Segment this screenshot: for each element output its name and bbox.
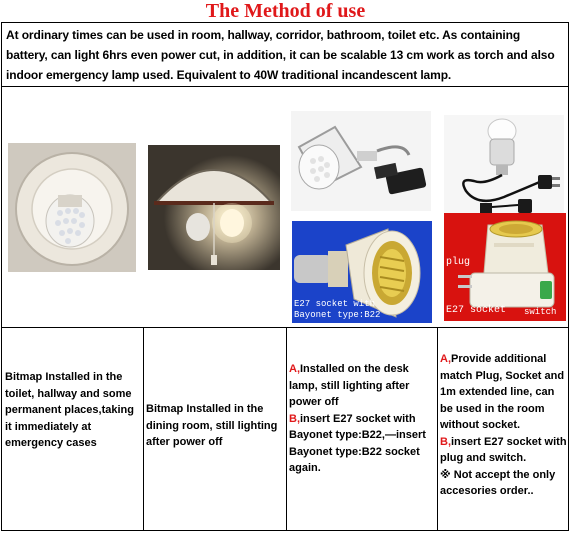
intro-text: At ordinary times can be used in room, hallway, corridor, bathroom, toilet etc. As containing battery, can light 6hrs even power cut, in addition, it can be scalable 13 cm work as torch and also indoor emergency lamp used. Equivalent to 40W traditional incandescent lamp.	[6, 28, 555, 82]
row-divider-bottom	[2, 327, 568, 328]
marker-a: A,	[289, 363, 300, 375]
photo-plug-cable	[444, 115, 564, 223]
col-divider-3	[437, 327, 438, 530]
desk-lamp-text-a: Installed on the desk lamp, still lighting after power off	[289, 363, 410, 408]
photo-ceiling-bulb	[8, 143, 136, 272]
plug-label: plug	[446, 257, 471, 268]
col-divider-1	[143, 327, 144, 530]
switch-label: switch	[524, 307, 557, 317]
bayonet-caption-line1: E27 socket with	[294, 299, 376, 309]
plug-socket-text-a: Provide additional match Plug, Socket and 1m extended line, can be used in the room without socket.	[440, 353, 565, 431]
marker-b: B,	[289, 412, 300, 425]
photo-dining-pendant	[148, 145, 280, 270]
usage-dining-room: Bitmap Installed in the dining room, still lighting after power off	[146, 403, 278, 448]
photo-plug-socket-switch	[444, 213, 566, 321]
photo-desk-lamp	[291, 111, 431, 211]
bayonet-caption-line2: Bayonet type:B22	[294, 310, 381, 320]
marker-a: A,	[440, 353, 451, 365]
photo-b22-adapter	[292, 221, 432, 323]
row-divider-top	[2, 86, 568, 87]
col-divider-2	[286, 327, 287, 530]
socket-label: E27 socket	[446, 305, 507, 316]
accessories-note: ※ Not accept the only accesories order..	[440, 468, 556, 497]
method-table	[1, 22, 569, 531]
usage-plug-socket	[440, 351, 568, 500]
usage-desk-lamp	[289, 361, 435, 477]
marker-b: B,	[440, 435, 451, 448]
desk-lamp-text-b: insert E27 socket with Bayonet type:B22,—insert Bayonet type:B22 socket again.	[289, 412, 426, 474]
plug-socket-text-b: insert E27 socket with plug and switch.	[440, 435, 567, 464]
usage-toilet-hallway: Bitmap Installed in the toilet, hallway and some permanent places,taking it immediately at emergency cases	[5, 371, 134, 449]
page-title: The Method of use	[205, 0, 366, 22]
